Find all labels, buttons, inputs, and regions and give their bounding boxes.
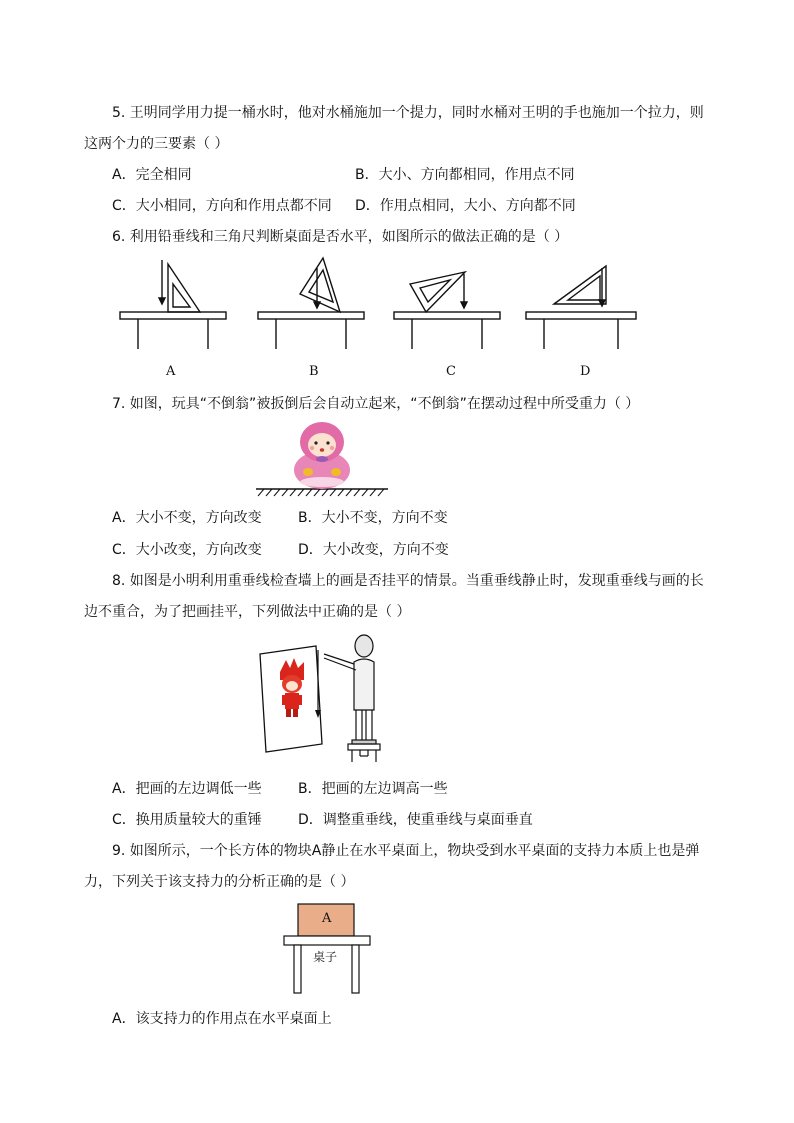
q5-option-c: C．大小相同，方向和作用点都不同 [112,198,332,214]
q5-stem-line2: 这两个力的三要素（ ） [84,136,229,152]
q6-stem: 6. 利用铅垂线和三角尺判断桌面是否水平，如图所示的做法正确的是（ ） [112,229,569,245]
q8-stem-line2: 边不重合，为了把画挂平，下列做法中正确的是（ ） [84,604,411,620]
q6-label-a: A [166,364,176,379]
q7-option-a: A．大小不变，方向改变 [112,510,262,526]
q6-label-b: B [309,364,319,379]
q7-stem: 7. 如图，玩具“不倒翁”被扳倒后会自动立起来，“不倒翁”在摆动过程中所受重力（ ） [112,396,640,412]
q6-figure [110,254,650,386]
q9-stem-line1: 9. 如图所示，一个长方体的物块A静止在水平桌面上，物块受到水平桌面的支持力本质上也是弹 [112,843,700,859]
q9-stem-line2: 力，下列关于该支持力的分析正确的是（ ） [84,874,355,890]
q5-option-b: B．大小、方向都相同，作用点不同 [355,167,575,183]
q8-stem-line1: 8. 如图是小明利用重垂线检查墙上的画是否挂平的情景。当重垂线静止时，发现重垂线与画的长 [112,573,704,589]
q5-option-d: D．作用点相同，大小、方向都不同 [355,198,576,214]
table-top-icon [284,936,370,945]
q5-stem-line1: 5. 王明同学用力提一桶水时，他对水桶施加一个提力，同时水桶对王明的手也施加一个拉力，则 [112,105,704,121]
q8-option-b: B．把画的左边调高一些 [298,781,448,797]
q6-label-c: C [446,364,456,379]
q7-tumbler-figure [252,418,392,498]
q8-figure [252,632,392,766]
q5-option-a: A．完全相同 [112,167,192,183]
q9-block-label: A [322,911,332,926]
q9-option-a: A．该支持力的作用点在水平桌面上 [112,1011,332,1027]
q6-figure-a [120,260,226,349]
q8-option-a: A．把画的左边调低一些 [112,781,262,797]
person-icon [324,635,380,762]
q6-figure-d [526,266,636,349]
q9-table-label: 桌子 [313,950,338,964]
q7-option-c: C．大小改变，方向改变 [112,542,262,558]
q6-figure-b [258,258,364,349]
q7-option-d: D．大小改变，方向不变 [298,542,449,558]
q8-option-d: D．调整重垂线，使重垂线与桌面垂直 [298,812,533,828]
q8-option-c: C．换用质量较大的重锤 [112,812,262,828]
tumbler-doll-icon [294,422,350,489]
q7-option-b: B．大小不变，方向不变 [298,510,448,526]
q6-figure-c [394,272,500,349]
q6-label-d: D [580,364,591,379]
